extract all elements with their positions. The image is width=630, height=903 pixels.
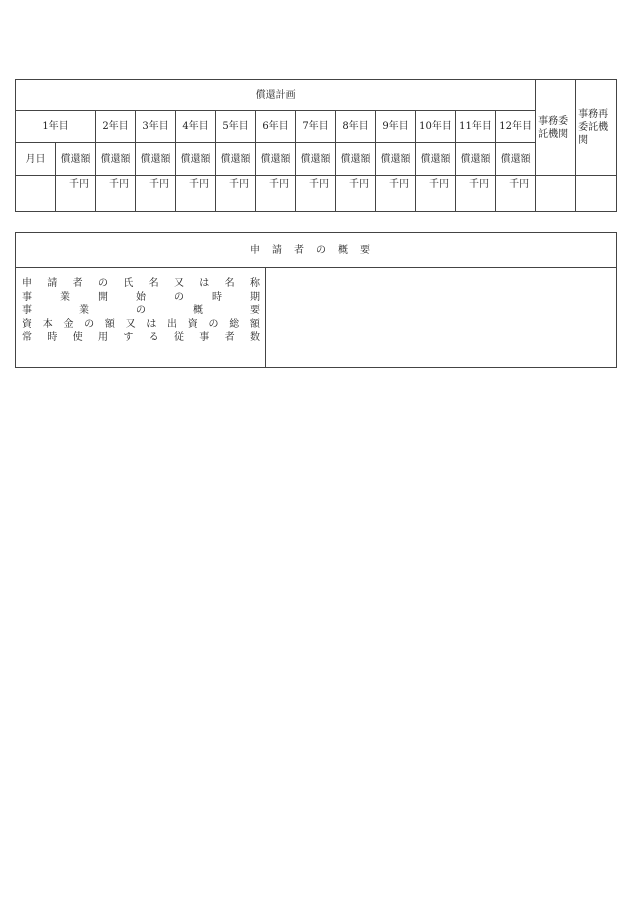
amount-cell[interactable]: 千円 bbox=[256, 176, 296, 212]
sub-agency-cell[interactable] bbox=[576, 176, 617, 212]
amount-header: 償還額 bbox=[176, 143, 216, 176]
applicant-summary-labels bbox=[16, 268, 266, 368]
amount-cell[interactable]: 千円 bbox=[336, 176, 376, 212]
year-header: 3年目 bbox=[136, 111, 176, 143]
year-header: 1年目 bbox=[16, 111, 96, 143]
repayment-plan-title: 償還計画 bbox=[16, 80, 536, 111]
agency-cell[interactable] bbox=[536, 176, 576, 212]
amount-cell[interactable]: 千円 bbox=[176, 176, 216, 212]
amount-cell[interactable]: 千円 bbox=[216, 176, 256, 212]
amount-cell[interactable]: 千円 bbox=[296, 176, 336, 212]
amount-header: 償還額 bbox=[376, 143, 416, 176]
applicant-summary-table bbox=[15, 232, 617, 368]
amount-cell[interactable]: 千円 bbox=[416, 176, 456, 212]
amount-header: 償還額 bbox=[496, 143, 536, 176]
year-header: 12年目 bbox=[496, 111, 536, 143]
amount-cell[interactable]: 千円 bbox=[96, 176, 136, 212]
amount-cell[interactable]: 千円 bbox=[56, 176, 96, 212]
amount-header: 償還額 bbox=[136, 143, 176, 176]
amount-header: 償還額 bbox=[216, 143, 256, 176]
amount-header: 償還額 bbox=[336, 143, 376, 176]
label-business-overview: 事 業 の 概 要 bbox=[22, 305, 260, 317]
year-header: 10年目 bbox=[416, 111, 456, 143]
amount-header: 償還額 bbox=[456, 143, 496, 176]
amount-cell[interactable]: 千円 bbox=[496, 176, 536, 212]
year-header: 2年目 bbox=[96, 111, 136, 143]
amount-header: 償還額 bbox=[296, 143, 336, 176]
amount-header: 償還額 bbox=[416, 143, 456, 176]
amount-cell[interactable]: 千円 bbox=[456, 176, 496, 212]
amount-cell[interactable]: 千円 bbox=[376, 176, 416, 212]
applicant-summary-title: 申請者の概要 bbox=[16, 233, 617, 268]
label-employees: 常 時 使 用 す る 従 事 者 数 bbox=[22, 332, 260, 344]
agency-header: 事務委託機関 bbox=[536, 80, 576, 176]
year-header: 4年目 bbox=[176, 111, 216, 143]
label-applicant-name: 申 請 者 の 氏 名 又 は 名 称 bbox=[22, 278, 260, 289]
month-day-header: 月日 bbox=[16, 143, 56, 176]
label-business-start: 事 業 開 始 の 時 期 bbox=[22, 291, 260, 303]
year-header: 7年目 bbox=[296, 111, 336, 143]
amount-header: 償還額 bbox=[256, 143, 296, 176]
year-header: 11年目 bbox=[456, 111, 496, 143]
amount-header: 償還額 bbox=[96, 143, 136, 176]
year-header: 8年目 bbox=[336, 111, 376, 143]
amount-header: 償還額 bbox=[56, 143, 96, 176]
year-header: 5年目 bbox=[216, 111, 256, 143]
month-day-cell[interactable] bbox=[16, 176, 56, 212]
applicant-summary-input-cell[interactable] bbox=[266, 268, 617, 368]
amount-cell[interactable]: 千円 bbox=[136, 176, 176, 212]
label-capital: 資 本 金 の 額 又 は 出 資 の 総 額 bbox=[22, 318, 260, 330]
year-header: 6年目 bbox=[256, 111, 296, 143]
sub-agency-header: 事務再委託機関 bbox=[576, 80, 617, 176]
repayment-plan-table bbox=[15, 79, 617, 212]
year-header: 9年目 bbox=[376, 111, 416, 143]
